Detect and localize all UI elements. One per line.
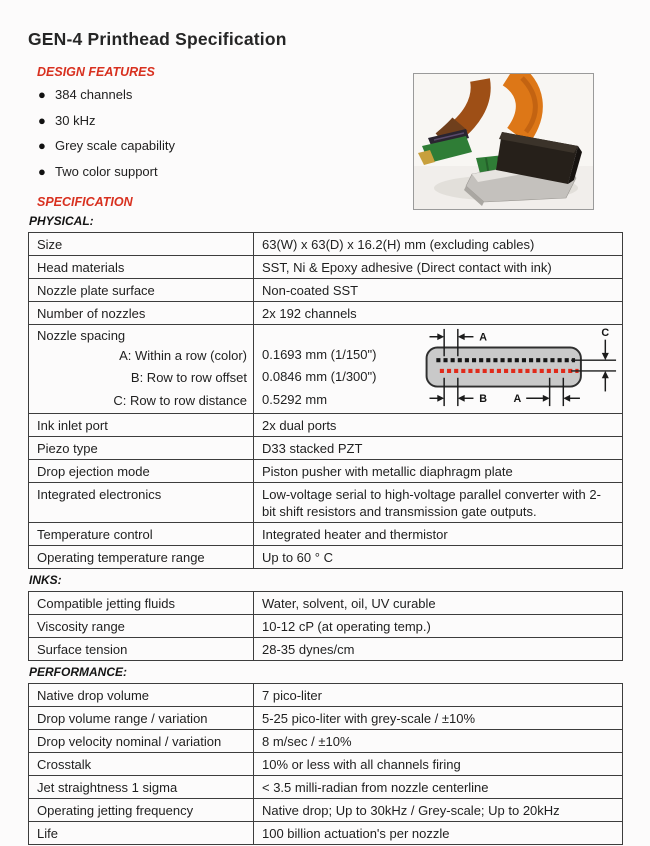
spec-row xyxy=(29,776,623,799)
row-value: Water, solvent, oil, UV curable xyxy=(254,592,623,615)
nozzle-spacing-sub-value: 0.0846 mm (1/300") xyxy=(262,369,377,385)
spec-row xyxy=(29,615,623,638)
spec-row xyxy=(29,437,623,460)
spec-row xyxy=(29,684,623,707)
diagram-label-b: B xyxy=(479,393,488,406)
bullet-icon: ● xyxy=(38,112,46,128)
row-value: Integrated heater and thermistor xyxy=(254,523,623,546)
row-value: Up to 60 ° C xyxy=(254,546,623,569)
spec-row xyxy=(29,799,623,822)
nozzle-spacing-sub-value: 0.5292 mm xyxy=(262,391,328,407)
row-value: Native drop; Up to 30kHz / Grey-scale; Up to 20kHz xyxy=(254,799,623,822)
feature-text: 384 channels xyxy=(55,87,133,102)
spec-row xyxy=(29,302,623,325)
row-value: 63(W) x 63(D) x 16.2(H) mm (excluding cables) xyxy=(254,233,623,256)
row-value: 2x 192 channels xyxy=(254,302,623,325)
row-value: < 3.5 milli-radian from nozzle centerline xyxy=(254,776,623,799)
row-value: 100 billion actuation's per nozzle xyxy=(254,822,623,845)
feature-text: Grey scale capability xyxy=(55,138,175,153)
specification-heading: SPECIFICATION xyxy=(37,195,133,209)
nozzle-spacing-sub-label: A: Within a row (color) xyxy=(119,348,247,363)
performance-table xyxy=(28,683,623,845)
section-label-physical: PHYSICAL: xyxy=(29,214,94,228)
row-value: D33 stacked PZT xyxy=(254,437,623,460)
row-label: Nozzle plate surface xyxy=(29,279,254,302)
diagram-label-a-top: A xyxy=(479,331,488,344)
row-label: Viscosity range xyxy=(29,615,254,638)
section-label-performance: PERFORMANCE: xyxy=(29,665,127,679)
spec-row xyxy=(29,256,623,279)
row-label: Integrated electronics xyxy=(29,483,254,523)
spec-row xyxy=(29,730,623,753)
row-value: 28-35 dynes/cm xyxy=(254,638,623,661)
row-label: Operating jetting frequency xyxy=(29,799,254,822)
nozzle-spacing-diagram xyxy=(406,326,621,410)
row-label: Crosstalk xyxy=(29,753,254,776)
row-value: 2x dual ports xyxy=(254,414,623,437)
row-label: Head materials xyxy=(29,256,254,279)
spec-row xyxy=(29,414,623,437)
row-value: 5-25 pico-liter with grey-scale / ±10% xyxy=(254,707,623,730)
nozzle-spacing-label: Nozzle spacing xyxy=(37,328,126,343)
feature-text: 30 kHz xyxy=(55,112,96,128)
spec-row xyxy=(29,822,623,845)
spec-row xyxy=(29,753,623,776)
row-label: Number of nozzles xyxy=(29,302,254,325)
diagram-label-a-bottom: A xyxy=(513,393,522,406)
spec-row xyxy=(29,233,623,256)
nozzle-spacing-sub-label: C: Row to row distance xyxy=(113,392,247,408)
row-label: Ink inlet port xyxy=(29,414,254,437)
diagram-label-c: C xyxy=(601,326,610,339)
spec-row xyxy=(29,460,623,483)
bullet-icon: ● xyxy=(38,87,46,102)
spec-row xyxy=(29,325,623,414)
section-label-inks: INKS: xyxy=(29,573,62,587)
row-value: 8 m/sec / ±10% xyxy=(254,730,623,753)
row-value: Low-voltage serial to high-voltage parallel converter with 2-bit shift resistors and transmission gate outputs. xyxy=(254,483,623,523)
row-value xyxy=(254,325,623,414)
page-title: GEN-4 Printhead Specification xyxy=(28,29,287,49)
row-label xyxy=(29,325,254,414)
spec-row xyxy=(29,546,623,569)
row-label: Drop ejection mode xyxy=(29,460,254,483)
row-value: 7 pico-liter xyxy=(254,684,623,707)
row-label: Piezo type xyxy=(29,437,254,460)
bullet-icon: ● xyxy=(38,138,46,153)
nozzle-spacing-sub-value: 0.1693 mm (1/150") xyxy=(262,347,377,362)
row-label: Operating temperature range xyxy=(29,546,254,569)
spec-row xyxy=(29,483,623,523)
row-label: Drop volume range / variation xyxy=(29,707,254,730)
row-value: SST, Ni & Epoxy adhesive (Direct contact with ink) xyxy=(254,256,623,279)
nozzle-spacing-sub-label: B: Row to row offset xyxy=(130,370,247,386)
row-label: Jet straightness 1 sigma xyxy=(29,776,254,799)
printhead-photo xyxy=(413,73,594,210)
row-label: Compatible jetting fluids xyxy=(29,592,254,615)
design-features-heading: DESIGN FEATURES xyxy=(37,65,155,79)
spec-row xyxy=(29,523,623,546)
printhead-photo-illustration xyxy=(414,74,593,209)
row-label: Native drop volume xyxy=(29,684,254,707)
spec-row xyxy=(29,638,623,661)
row-value: 10% or less with all channels firing xyxy=(254,753,623,776)
physical-table xyxy=(28,232,623,569)
row-value: Piston pusher with metallic diaphragm plate xyxy=(254,460,623,483)
row-label: Surface tension xyxy=(29,638,254,661)
row-label: Life xyxy=(29,822,254,845)
row-value: Non-coated SST xyxy=(254,279,623,302)
feature-text: Two color support xyxy=(55,163,158,179)
bullet-icon: ● xyxy=(38,163,46,179)
spec-row xyxy=(29,279,623,302)
spec-row xyxy=(29,707,623,730)
nozzle-plate xyxy=(427,347,581,386)
spec-row xyxy=(29,592,623,615)
row-label: Drop velocity nominal / variation xyxy=(29,730,254,753)
row-value: 10-12 cP (at operating temp.) xyxy=(254,615,623,638)
inks-table xyxy=(28,591,623,661)
row-label: Temperature control xyxy=(29,523,254,546)
row-label: Size xyxy=(29,233,254,256)
